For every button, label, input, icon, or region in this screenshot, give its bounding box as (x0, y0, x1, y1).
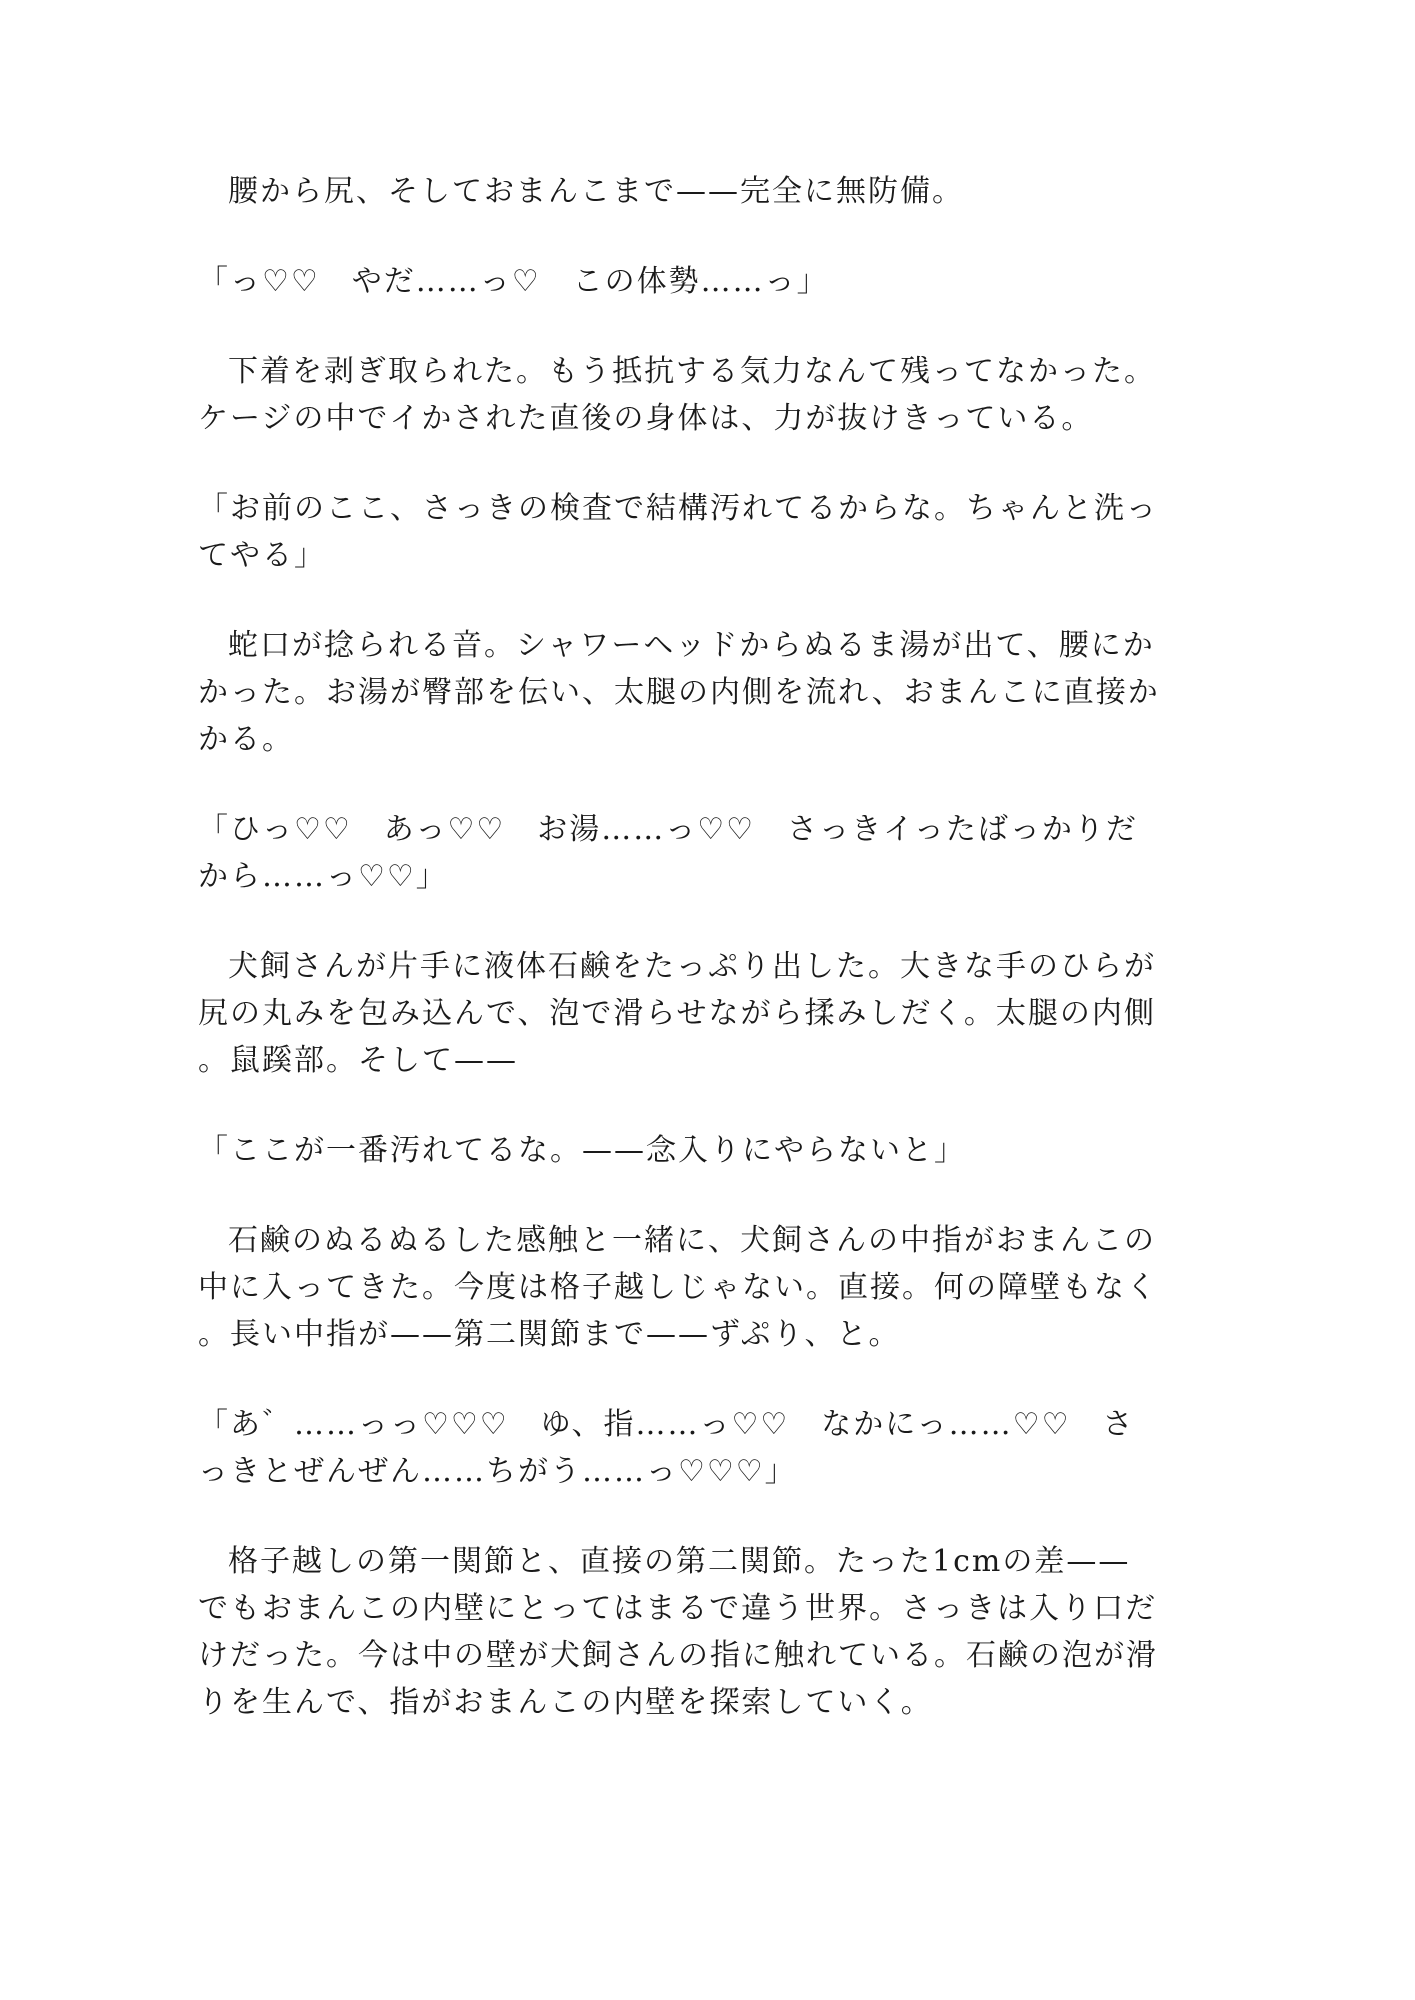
text-line: 「ひっ♡♡ あっ♡♡ お湯……っ♡♡ さっきイったばっかりだ (198, 812, 1138, 847)
paragraph (198, 943, 1375, 1084)
text-line: 石鹸のぬるぬるした感触と一緒に、犬飼さんの中指がおまんこの (228, 1223, 1156, 1258)
text-line: かる。 (198, 722, 294, 757)
text-line: 蛇口が捻られる音。シャワーヘッドからぬるま湯が出て、腰にか (228, 628, 1155, 663)
text-line: 「あ゛……っっ♡♡♡ ゆ、指……っ♡♡ なかにっ……♡♡ さ (198, 1407, 1135, 1442)
text-line: 「ここが一番汚れてるな。——念入りにやらないと」 (198, 1133, 966, 1168)
text-line: 下着を剥ぎ取られた。もう抵抗する気力なんて残ってなかった。 (228, 354, 1156, 389)
paragraph (198, 622, 1375, 763)
text-line: 「お前のここ、さっきの検査で結構汚れてるからな。ちゃんと洗っ (198, 491, 1158, 526)
paragraph (198, 1401, 1375, 1495)
text-line: りを生んで、指がおまんこの内壁を探索していく。 (198, 1685, 933, 1720)
paragraph (198, 806, 1375, 900)
text-line: 腰から尻、そしておまんこまで——完全に無防備。 (228, 174, 964, 209)
paragraph (198, 485, 1375, 579)
text-line: 。鼠蹊部。そして—— (198, 1043, 518, 1078)
text-line: 。長い中指が——第二関節まで——ずぷり、と。 (198, 1317, 901, 1352)
text-line: 犬飼さんが片手に液体石鹸をたっぷり出した。大きな手のひらが (228, 949, 1156, 984)
text-line: 尻の丸みを包み込んで、泡で滑らせながら揉みしだく。太腿の内側 (198, 996, 1156, 1031)
text-line: けだった。今は中の壁が犬飼さんの指に触れている。石鹸の泡が滑 (198, 1638, 1158, 1673)
text-line: てやる」 (198, 538, 326, 573)
paragraph (198, 258, 1375, 305)
text-line: ケージの中でイかされた直後の身体は、力が抜けきっている。 (198, 401, 1094, 436)
paragraph (198, 168, 1375, 215)
paragraph (198, 1538, 1375, 1726)
text-line: でもおまんこの内壁にとってはまるで違う世界。さっきは入り口だ (198, 1591, 1158, 1626)
text-line: 中に入ってきた。今度は格子越しじゃない。直接。何の障壁もなく (198, 1270, 1158, 1305)
paragraph (198, 1217, 1375, 1358)
text-line: 「っ♡♡ やだ……っ♡ この体勢……っ」 (198, 264, 829, 299)
text-line: かった。お湯が臀部を伝い、太腿の内側を流れ、おまんこに直接か (198, 675, 1160, 710)
text-line: っきとぜんぜん……ちがう……っ♡♡♡」 (198, 1454, 797, 1489)
text-line: 格子越しの第一関節と、直接の第二関節。たった1cmの差—— (228, 1544, 1131, 1579)
text-line: から……っ♡♡」 (198, 859, 448, 894)
paragraph (198, 348, 1375, 442)
paragraph (198, 1127, 1375, 1174)
